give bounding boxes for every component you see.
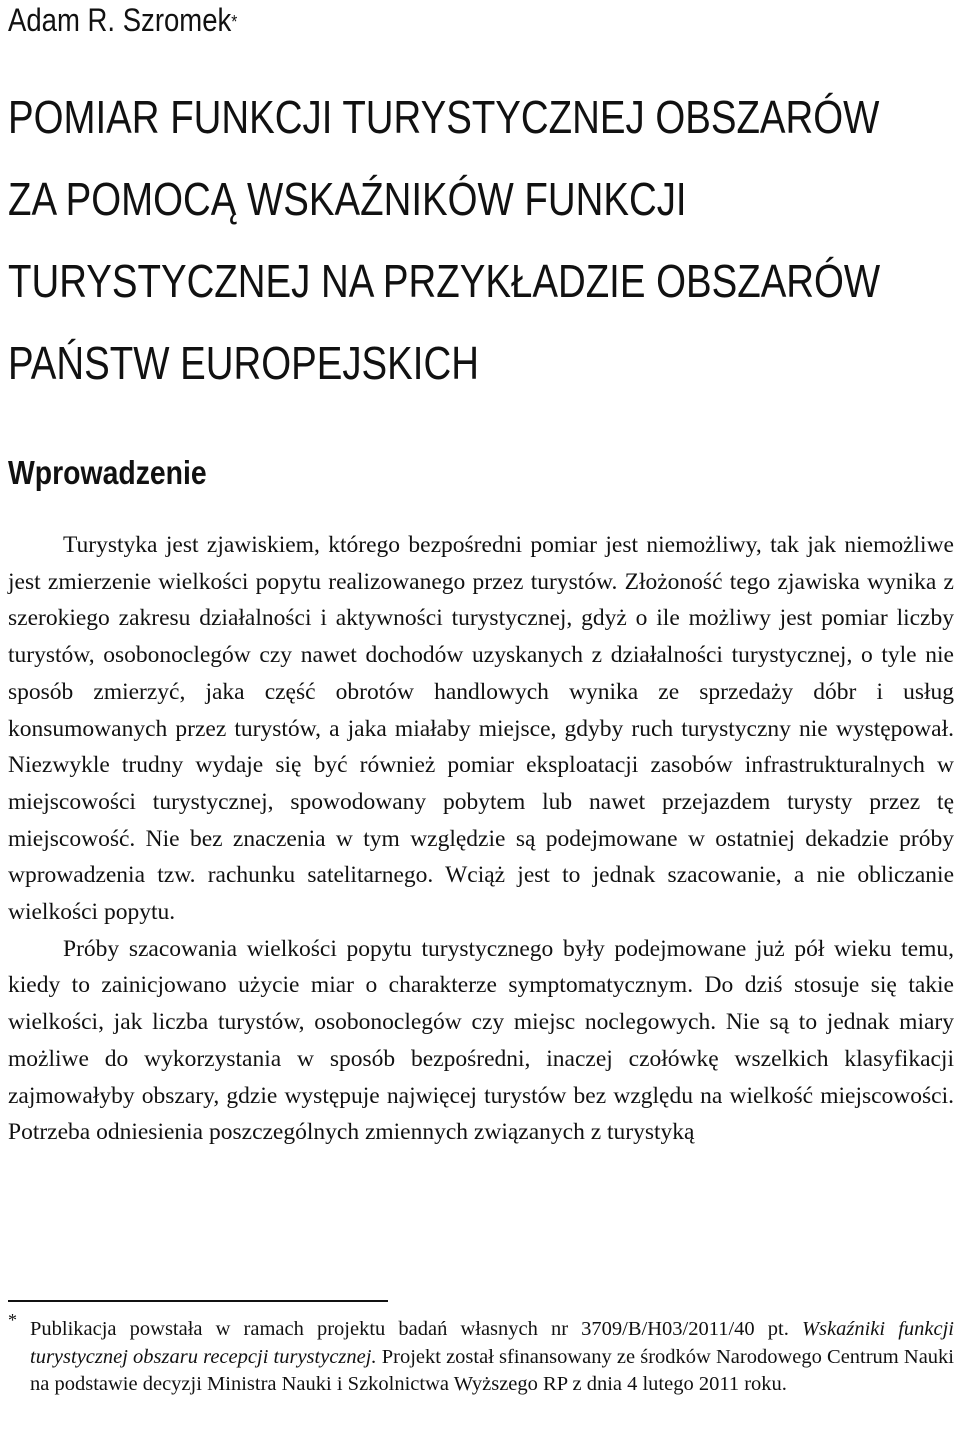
footnote-text-before: Publikacja powstała w ramach projektu badań własnych nr 3709/B/H03/2011/40 pt. (30, 1318, 802, 1340)
author-footnote-mark: * (231, 12, 238, 32)
body-text (8, 527, 954, 1151)
title-line: PAŃSTW EUROPEJSKICH (8, 337, 479, 389)
footnote-separator (8, 1300, 388, 1302)
footnote-mark: * (8, 1310, 17, 1330)
paragraph: Próby szacowania wielkości popytu turystycznego były podejmowane już pół wieku temu, kiedy to zainicjowano użycie miar o charakterze symptomatycznym. Do dziś stosuje się takie wielkości, jak liczba turystów, osobonoclegów czy miejsc noclegowych. Nie są to jednak miary możliwe do wykorzystania w sposób bezpośredni, inaczej czołówkę wszelkich klasyfikacji zajmowałyby obszary, gdzie występuje najwięcej turystów bez względu na wielkość miejscowości. Potrzeba odniesienia poszczególnych zmiennych związanych z turystyką (8, 935, 954, 1146)
section-heading: Wprowadzenie (8, 454, 207, 491)
footnote-text-after: Projekt został sfinansowany ze środków Narodowego Centrum Nauki na podstawie decyzji Ministra Nauki i Szkolnictwa Wyższego RP z dnia 4 lutego 2011 roku. (30, 1345, 954, 1396)
author-name (8, 0, 237, 40)
title-line: TURYSTYCZNEJ NA PRZYKŁADZIE OBSZARÓW (8, 255, 881, 307)
paragraph: Turystyka jest zjawiskiem, którego bezpośredni pomiar jest niemożliwy, tak jak niemożliwe jest zmierzenie wielkości popytu realizowanego przez turystów. Złożoność tego zjawiska wynika z szerokiego zakresu działalności i aktywności turystycznej, gdyż o ile możliwy jest pomiar liczby turystów, osobonoclegów czy nawet dochodów uzyskanych z działalności turystycznej, o tyle nie sposób zmierzyć, jaka część obrotów handlowych wynika ze sprzedaży dóbr i usług konsumowanych przez turystów, a jaka miałaby miejsce, gdyby ruch turystyczny nie występował. Niezwykle trudny wydaje się być również pomiar eksploatacji zasobów infrastrukturalnych w miejscowości turystycznej, spowodowany pobytem lub nawet przejazdem turysty przez tę miejscowość. Nie bez znaczenia w tym względzie są podejmowane w ostatniej dekadzie próby wprowadzenia tzw. rachunku satelitarnego. Wciąż jest to jednak szacowanie, a nie obliczanie wielkości popytu. (8, 532, 954, 926)
title-line: POMIAR FUNKCJI TURYSTYCZNEJ OBSZARÓW (8, 91, 880, 143)
paper-title (8, 76, 910, 404)
footnote-italic-title: Wskaźniki funkcji turystycznej obszaru recepcji turystycznej. (30, 1318, 955, 1368)
footnote (30, 1316, 954, 1399)
author-name-text: Adam R. Szromek (8, 2, 232, 38)
title-line: ZA POMOCĄ WSKAŹNIKÓW FUNKCJI (8, 173, 687, 225)
